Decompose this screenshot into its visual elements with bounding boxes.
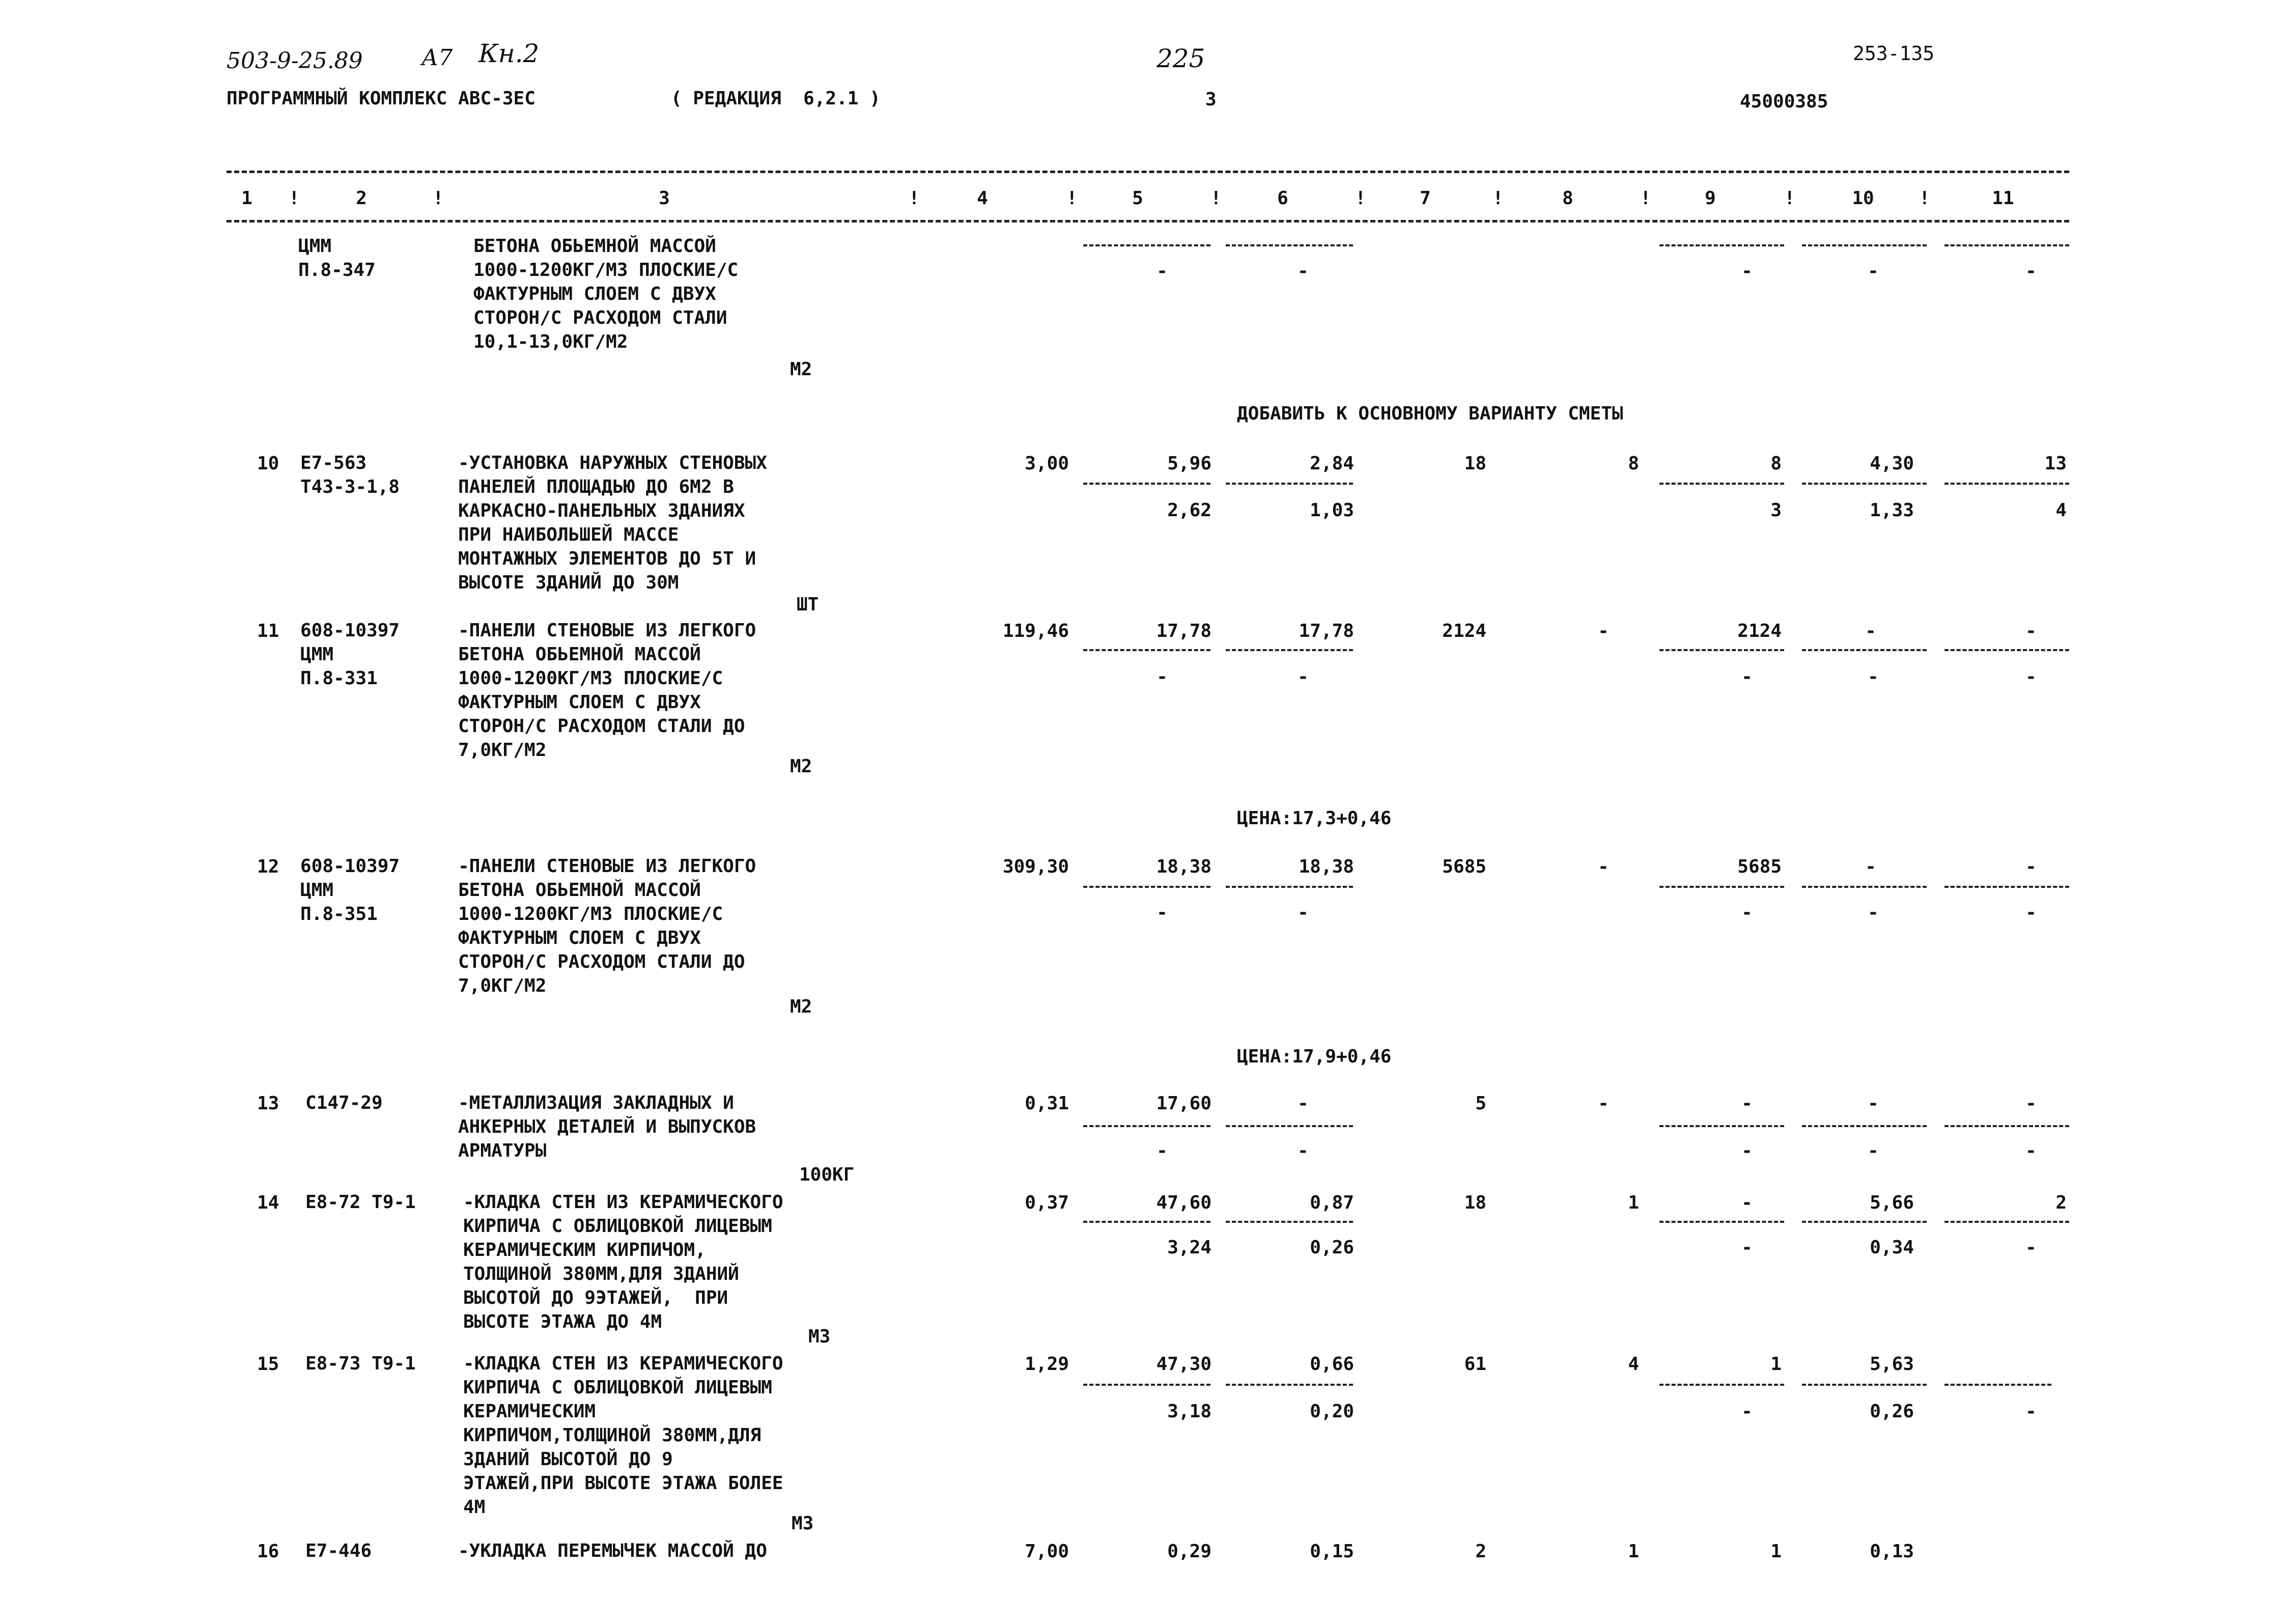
column-header: 9 — [1705, 188, 1716, 209]
handwritten-book: Кн.2 — [478, 39, 540, 68]
col11-top: 13 — [2044, 453, 2067, 474]
col6-top: - — [1298, 1093, 1309, 1114]
col10-bottom: 0,34 — [1870, 1237, 1914, 1258]
col10-top: 5,66 — [1870, 1192, 1914, 1213]
divider-line — [1226, 1384, 1353, 1386]
col11-top: - — [2025, 1093, 2037, 1114]
add-to-main-variant-note: ДОБАВИТЬ К ОСНОВНОМУ ВАРИАНТУ СМЕТЫ — [1237, 403, 1623, 424]
item-code: ЦММ П.8-347 — [298, 236, 376, 281]
col11-bottom: - — [2025, 902, 2037, 923]
divider-line — [1802, 1125, 1927, 1127]
column-header: 5 — [1132, 188, 1143, 209]
col9-top: - — [1741, 1093, 1753, 1114]
col6-bottom: - — [1298, 1140, 1309, 1161]
column-header: 6 — [1277, 188, 1288, 209]
col9-top: 5685 — [1737, 856, 1782, 877]
col4-quantity: 7,00 — [1025, 1541, 1069, 1562]
item-description: БЕТОНА ОБЬЕМНОЙ МАССОЙ 1000-1200КГ/М3 ПЛОСКИЕ/С ФАКТУРНЫМ СЛОЕМ С ДВУХ СТОРОН/С РАСХОДОМ СТАЛИ 10,1-13,0КГ/М2 — [473, 236, 739, 352]
col6-bottom: - — [1298, 261, 1309, 282]
handwritten-code: 503-9-25.89 — [227, 48, 363, 74]
col10-bottom: 1,33 — [1870, 500, 1914, 521]
col9-bottom: - — [1741, 261, 1753, 282]
item-code: Е7-446 — [305, 1541, 372, 1561]
column-separator: ! — [433, 188, 444, 209]
col10-top: 0,13 — [1870, 1541, 1914, 1562]
col7: 5 — [1475, 1093, 1486, 1114]
col9-top: 8 — [1770, 453, 1782, 474]
col4-quantity: 3,00 — [1025, 453, 1069, 474]
col5-top: 17,78 — [1156, 621, 1211, 641]
col7: 5685 — [1442, 856, 1486, 877]
column-separator: ! — [909, 188, 920, 209]
col10-top: - — [1865, 856, 1876, 877]
col6-top: 0,66 — [1310, 1354, 1354, 1375]
row-number: 12 — [257, 856, 279, 877]
item-description: -КЛАДКА СТЕН ИЗ КЕРАМИЧЕСКОГО КИРПИЧА С ОБЛИЦОВКОЙ ЛИЦЕВЫМ КЕРАМИЧЕСКИМ КИРПИЧОМ, ТОЛЩИНОЙ 380ММ,ДЛЯ ЗДАНИЙ ВЫСОТОЙ ДО 9ЭТАЖЕЙ, ПРИ ВЫСОТЕ ЭТАЖА ДО 4М — [463, 1192, 783, 1332]
col10-top: - — [1868, 1093, 1879, 1114]
col5-bottom: - — [1157, 902, 1168, 923]
col5-bottom: - — [1157, 261, 1168, 282]
column-separator: ! — [1640, 188, 1651, 209]
row-number: 15 — [257, 1354, 279, 1375]
header-rule-top — [227, 171, 2069, 173]
item-unit: М2 — [790, 996, 812, 1017]
col10-bottom: 0,26 — [1870, 1401, 1914, 1422]
divider-line — [1659, 483, 1784, 485]
col6-top: 0,15 — [1310, 1541, 1354, 1562]
row-number: 11 — [257, 621, 279, 641]
item-description: -ПАНЕЛИ СТЕНОВЫЕ ИЗ ЛЕГКОГО БЕТОНА ОБЬЕМНОЙ МАССОЙ 1000-1200КГ/М3 ПЛОСКИЕ/С ФАКТУРНЫМ СЛОЕМ С ДВУХ СТОРОН/С РАСХОДОМ СТАЛИ ДО 7,0КГ/М2 — [458, 856, 756, 996]
divider-line — [1659, 649, 1784, 651]
row-number: 14 — [257, 1192, 279, 1213]
col11-bottom: - — [2025, 261, 2037, 282]
item-description: -ПАНЕЛИ СТЕНОВЫЕ ИЗ ЛЕГКОГО БЕТОНА ОБЬЕМНОЙ МАССОЙ 1000-1200КГ/М3 ПЛОСКИЕ/С ФАКТУРНЫМ СЛОЕМ С ДВУХ СТОРОН/С РАСХОДОМ СТАЛИ ДО 7,0КГ/М2 — [458, 620, 756, 761]
col4-quantity: 0,37 — [1025, 1192, 1069, 1213]
divider-line — [1226, 1221, 1353, 1223]
col11-bottom: - — [2025, 1237, 2037, 1258]
divider-line — [1944, 649, 2069, 651]
col11-bottom: - — [2025, 1401, 2037, 1422]
col5-top: 18,38 — [1156, 856, 1211, 877]
column-header: 3 — [659, 188, 670, 209]
col9-bottom: - — [1741, 1401, 1753, 1422]
divider-line — [1659, 1125, 1784, 1127]
column-header: 4 — [977, 188, 988, 209]
divider-line — [1226, 649, 1353, 651]
divider-line — [1944, 886, 2069, 888]
col8: 8 — [1628, 453, 1639, 474]
col5-top: 17,60 — [1156, 1093, 1211, 1114]
divider-line — [1083, 244, 1210, 246]
item-code: 608-10397 ЦММ П.8-351 — [300, 856, 400, 925]
col6-bottom: 1,03 — [1310, 500, 1354, 521]
divider-line — [1226, 886, 1353, 888]
divider-line — [1659, 886, 1784, 888]
divider-line — [1226, 1125, 1353, 1127]
divider-line — [1802, 1384, 1927, 1386]
divider-line — [1944, 1384, 2051, 1386]
handwritten-page-number: 225 — [1157, 44, 1205, 73]
item-unit: М2 — [790, 359, 812, 380]
col9-bottom: - — [1741, 1140, 1753, 1161]
row-number: 13 — [257, 1093, 279, 1114]
col5-top: 5,96 — [1167, 453, 1211, 474]
col11-top: - — [2025, 621, 2037, 641]
col9-bottom: - — [1741, 902, 1753, 923]
col4-quantity: 309,30 — [1002, 856, 1069, 877]
price-note: ЦЕНА:17,9+0,46 — [1237, 1046, 1392, 1067]
column-header: 10 — [1852, 188, 1874, 209]
col8: 1 — [1628, 1541, 1639, 1562]
col5-top: 47,30 — [1156, 1354, 1211, 1375]
col10-bottom: - — [1868, 261, 1879, 282]
col10-bottom: - — [1868, 902, 1879, 923]
divider-line — [1083, 483, 1210, 485]
col10-bottom: - — [1868, 666, 1879, 687]
item-code: С147-29 — [305, 1093, 383, 1113]
col10-top: - — [1865, 621, 1876, 641]
col6-bottom: 0,26 — [1310, 1237, 1354, 1258]
column-separator: ! — [1210, 188, 1222, 209]
col11-top: - — [2025, 856, 2037, 877]
divider-line — [1659, 1221, 1784, 1223]
col5-bottom: 2,62 — [1167, 500, 1211, 521]
price-note: ЦЕНА:17,3+0,46 — [1237, 808, 1392, 829]
col4-quantity: 119,46 — [1002, 621, 1069, 641]
divider-line — [1802, 244, 1927, 246]
col9-top: - — [1741, 1192, 1753, 1213]
divider-line — [1659, 244, 1784, 246]
column-separator: ! — [1784, 188, 1795, 209]
divider-line — [1802, 649, 1927, 651]
col7: 18 — [1464, 1192, 1486, 1213]
divider-line — [1659, 1384, 1784, 1386]
col11-top: 2 — [2055, 1192, 2067, 1213]
header-rule-bottom — [227, 220, 2069, 222]
col9-top: 1 — [1770, 1354, 1782, 1375]
divider-line — [1083, 649, 1210, 651]
col8: - — [1598, 856, 1609, 877]
sheet-reference: 253-135 — [1853, 42, 1935, 65]
col8: 4 — [1628, 1354, 1639, 1375]
item-description: -УСТАНОВКА НАРУЖНЫХ СТЕНОВЫХ ПАНЕЛЕЙ ПЛОЩАДЬЮ ДО 6М2 В КАРКАСНО-ПАНЕЛЬНЫХ ЗДАНИЯХ ПРИ НАИБОЛЬШЕЙ МАССЕ МОНТАЖНЫХ ЭЛЕМЕНТОВ ДО 5Т И ВЫСОТЕ ЗДАНИЙ ДО 30М — [458, 453, 767, 593]
divider-line — [1802, 483, 1927, 485]
divider-line — [1226, 483, 1353, 485]
col5-bottom: 3,24 — [1167, 1237, 1211, 1258]
item-description: -УКЛАДКА ПЕРЕМЫЧЕК МАССОЙ ДО — [458, 1541, 767, 1561]
row-number: 10 — [257, 453, 279, 474]
col9-bottom: - — [1741, 666, 1753, 687]
col9-top: 2124 — [1737, 621, 1782, 641]
item-unit: М3 — [808, 1326, 831, 1347]
col11-bottom: - — [2025, 666, 2037, 687]
col6-bottom: 0,20 — [1310, 1401, 1354, 1422]
col6-top: 0,87 — [1310, 1192, 1354, 1213]
column-separator: ! — [1355, 188, 1366, 209]
col7: 2124 — [1442, 621, 1486, 641]
item-description: -МЕТАЛЛИЗАЦИЯ ЗАКЛАДНЫХ И АНКЕРНЫХ ДЕТАЛЕЙ И ВЫПУСКОВ АРМАТУРЫ — [458, 1093, 756, 1161]
item-unit: М2 — [790, 756, 812, 777]
program-title: ПРОГРАММНЫЙ КОМПЛЕКС АВС-ЗЕС — [227, 88, 535, 109]
item-unit: ШТ — [797, 594, 819, 615]
column-separator: ! — [1919, 188, 1930, 209]
divider-line — [1083, 1384, 1210, 1386]
row-number: 16 — [257, 1541, 279, 1562]
divider-line — [1083, 1125, 1210, 1127]
divider-line — [1944, 483, 2069, 485]
divider-line — [1944, 1125, 2069, 1127]
divider-line — [1802, 1221, 1927, 1223]
col11-bottom: - — [2025, 1140, 2037, 1161]
col7: 61 — [1464, 1354, 1486, 1375]
column-header: 8 — [1562, 188, 1573, 209]
program-edition: ( РЕДАКЦИЯ 6,2.1 ) — [671, 88, 881, 109]
item-description: -КЛАДКА СТЕН ИЗ КЕРАМИЧЕСКОГО КИРПИЧА С ОБЛИЦОВКОЙ ЛИЦЕВЫМ КЕРАМИЧЕСКИМ КИРПИЧОМ,ТОЛЩИНОЙ 380ММ,ДЛЯ ЗДАНИЙ ВЫСОТОЙ ДО 9 ЭТАЖЕЙ,ПРИ ВЫСОТЕ ЭТАЖА БОЛЕЕ 4М — [463, 1353, 783, 1518]
col5-top: 47,60 — [1156, 1192, 1211, 1213]
col10-bottom: - — [1868, 1140, 1879, 1161]
divider-line — [1944, 1221, 2069, 1223]
col8: - — [1598, 1093, 1609, 1114]
col10-top: 4,30 — [1870, 453, 1914, 474]
divider-line — [1083, 1221, 1210, 1223]
col6-top: 2,84 — [1310, 453, 1354, 474]
col7: 2 — [1475, 1541, 1486, 1562]
item-code: Е8-73 Т9-1 — [305, 1353, 416, 1374]
column-separator: ! — [289, 188, 300, 209]
sheet-number: 3 — [1205, 89, 1217, 110]
column-header: 1 — [241, 188, 252, 209]
col10-top: 5,63 — [1870, 1354, 1914, 1375]
col11-bottom: 4 — [2055, 500, 2067, 521]
item-unit: М3 — [792, 1513, 814, 1534]
col6-bottom: - — [1298, 902, 1309, 923]
col6-top: 18,38 — [1299, 856, 1354, 877]
col9-bottom: - — [1741, 1237, 1753, 1258]
col8: 1 — [1628, 1192, 1639, 1213]
col5-bottom: - — [1157, 1140, 1168, 1161]
col5-bottom: - — [1157, 666, 1168, 687]
divider-line — [1226, 244, 1353, 246]
item-code: Е7-563 Т43-3-1,8 — [300, 453, 400, 497]
column-separator: ! — [1066, 188, 1078, 209]
col5-top: 0,29 — [1167, 1541, 1211, 1562]
divider-line — [1083, 886, 1210, 888]
column-header: 11 — [1992, 188, 2014, 209]
col5-bottom: 3,18 — [1167, 1401, 1211, 1422]
item-code: Е8-72 Т9-1 — [305, 1192, 416, 1213]
col8: - — [1598, 621, 1609, 641]
item-code: 608-10397 ЦММ П.8-331 — [300, 620, 400, 689]
col9-top: 1 — [1770, 1541, 1782, 1562]
col7: 18 — [1464, 453, 1486, 474]
col4-quantity: 1,29 — [1025, 1354, 1069, 1375]
item-unit: 100КГ — [799, 1164, 855, 1185]
handwritten-album: А7 — [421, 45, 453, 71]
column-header: 7 — [1420, 188, 1431, 209]
document-number: 45000385 — [1740, 91, 1828, 112]
col9-bottom: 3 — [1770, 500, 1782, 521]
divider-line — [1802, 886, 1927, 888]
column-header: 2 — [356, 188, 367, 209]
divider-line — [1944, 244, 2069, 246]
column-separator: ! — [1492, 188, 1504, 209]
col4-quantity: 0,31 — [1025, 1093, 1069, 1114]
col6-top: 17,78 — [1299, 621, 1354, 641]
col6-bottom: - — [1298, 666, 1309, 687]
